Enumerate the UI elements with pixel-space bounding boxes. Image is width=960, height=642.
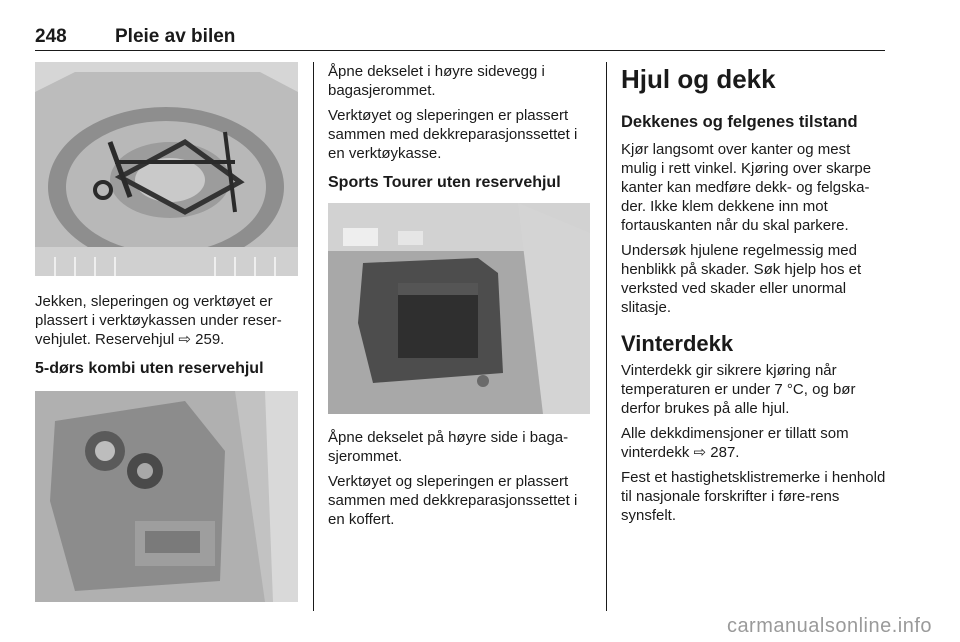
para-tyre-dimensions: Alle dekkdimensjoner er tillatt som vinterdekk ⇨ 287.: [621, 425, 849, 461]
para-tools-in-toolbox: Verktøyet og sleperingen er plassert sammen med dekkreparasjonssettet i en verktøykasse.: [328, 107, 578, 162]
watermark: carmanualsonline.info: [726, 615, 932, 637]
hatchback-side-compartment-image: [35, 391, 298, 602]
para-tools-in-case: Verktøyet og sleperingen er plassert sammen med dekkreparasjonssettet i en koffert.: [328, 473, 578, 528]
spare-wheel-tools-image: [35, 62, 298, 276]
column-divider-1: [313, 62, 314, 611]
para-drive-slowly: Kjør langsomt over kanter og mest mulig i rett vinkel. Kjøring over skarpe kanter kan medføre dekk- og felgska-der. Ikke klem dekkene inn mot fortauskanten når du skal parkere.: [621, 141, 872, 234]
page-header: [35, 18, 885, 51]
para-winter-safety: Vinterdekk gir sikrere kjøring når temperaturen er under 7 °C, og bør derfor brukes på alle hjul.: [621, 362, 856, 417]
column-1: [35, 62, 298, 602]
column-3: [621, 62, 889, 531]
para-open-cover-right-side: Åpne dekselet på høyre side i baga-sjerommet.: [328, 429, 569, 465]
column-divider-2: [606, 62, 607, 611]
para-speed-sticker: Fest et hastighetsklistremerke i henhold til nasjonale forskrifter i føre-rens synsfelt.: [621, 469, 886, 524]
para-inspect-wheels: Undersøk hjulene regelmessig med henblikk på skader. Søk hjelp hos et verksted ved skader eller unormal slitasje.: [621, 242, 862, 316]
subheading-tyre-condition: Dekkenes og felgenes tilstand: [621, 113, 858, 131]
column-2: [328, 62, 590, 535]
para-open-cover-side-wall: Åpne dekselet i høyre sidevegg i bagasjerommet.: [328, 63, 545, 99]
heading-wheels-tyres: Hjul og dekk: [621, 64, 776, 94]
subhead-sports-tourer: Sports Tourer uten reservehjul: [328, 174, 561, 191]
page-title: Pleie av bilen: [115, 26, 236, 47]
subhead-5-door: 5-dørs kombi uten reservehjul: [35, 360, 264, 377]
page-number: 248: [35, 26, 67, 47]
sports-tourer-compartment-image: [328, 203, 590, 414]
heading-winter-tyres: Vinterdekk: [621, 331, 734, 356]
caption-jack-location: Jekken, sleperingen og verktøyet er plassert i verktøykassen under reser-vehjulet. Reservehjul ⇨ 259.: [35, 293, 282, 348]
